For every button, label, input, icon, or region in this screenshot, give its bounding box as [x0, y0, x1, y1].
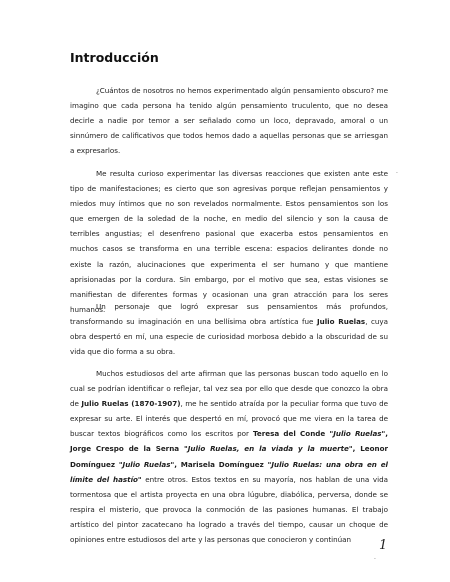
- artist-name-bold: Julio Ruelas: [316, 317, 366, 327]
- stray-mark: ·: [374, 556, 376, 563]
- work-title-4: "Julio Ruelas: una obra en el límite del hastío": [70, 459, 388, 484]
- paragraph-1: ¿Cuántos de nosotros no hemos experimentado algún pensamiento obscuro? me imagino que cada persona ha tenido algún pensamiento truculento, que no desea decirle a nadie por temor a ser señalado como un loco, depravado, amoral o un sinnúmero de calificativos que todos hemos dado a aquellas personas que se arriesgan a expresarlos.: [70, 86, 388, 156]
- paragraph-2: Me resulta curioso experimentar las diversas reacciones que existen ante este tipo de manifestaciones; es cierto que son agresivas porque reflejan pensamientos y miedos muy íntimos que no son revelados normalmente. Estos pensamientos son los que emergen de la soledad de la noche, en medio del silencio y son la causa de terribles angustias; el desenfreno pasional que exacerba estos pensamientos en muchos casos se transforma en una terrible escena: espacios delirantes donde no existe la razón, alucinaciones que experimenta el ser humano y que mantiene aprisionadas por la cordura. Sin embargo, por el motivo que sea, estas visiones se manifiestan de diferentes formas y ocasionan una gran atracción para los seres humanos.: [70, 169, 388, 314]
- work-title-3: "Julio Ruelas": [115, 459, 175, 469]
- work-title-1: "Julio Ruelas": [325, 429, 386, 439]
- paragraph-3-text-a: Un personaje que logró expresar sus pensamientos más profundos, transformando su imaginación en una bellísima obra artística fue: [70, 302, 388, 327]
- separator-3: ,: [174, 459, 181, 469]
- paragraph-4-text-a: Muchos estudiosos del arte afirman que las personas buscan todo aquello en lo cual se podrían identificar o reflejar, tal vez sea por ello que desde que conozco la obra de: [70, 369, 388, 409]
- paragraph-4: [70, 366, 388, 547]
- paragraph-3-text-c: , cuya obra despertó en mí, una especie de curiosidad morbosa debido a la obscuridad de su vida que dio forma a su obra.: [70, 317, 389, 357]
- stray-mark: ·: [396, 170, 398, 177]
- separator-1: ,: [385, 429, 388, 439]
- paragraph-4-text-o: entre otros. Estos textos en su mayoría, nos hablan de una vida tormentosa que el artista proyecta en una obra lúgubre, diabólica, perversa, donde se respira el misterio, que provoca la conmoción de las pasiones humanas. El trabajo artístico del pintor zacatecano ha logrado a través del tiempo, causar un choque de opiniones entre estudiosos del arte y las personas que conocieron y continúan: [70, 474, 388, 545]
- separator-2: ,: [352, 444, 361, 454]
- author-2: Jorge Crespo de la Serna: [70, 444, 180, 454]
- paragraph-3: [70, 299, 388, 359]
- paragraph-4-text-c: , me he sentido atraída por la peculiar forma que tuvo de expresar su arte. El interés que despertó en mí, provocó que me viera en la tarea de buscar textos biográficos como los escritos por: [70, 399, 388, 439]
- page-number: 1: [379, 538, 388, 553]
- author-4: Marisela Domínguez: [180, 459, 264, 469]
- author-1: Teresa del Conde: [252, 429, 326, 439]
- artist-name-years-bold: Julio Ruelas (1870-1907): [81, 399, 181, 409]
- page-title: Introducción: [70, 50, 159, 65]
- author-3: Leonor Domínguez: [70, 444, 389, 469]
- work-title-2: "Julio Ruelas, en la viada y la muerte": [179, 444, 353, 454]
